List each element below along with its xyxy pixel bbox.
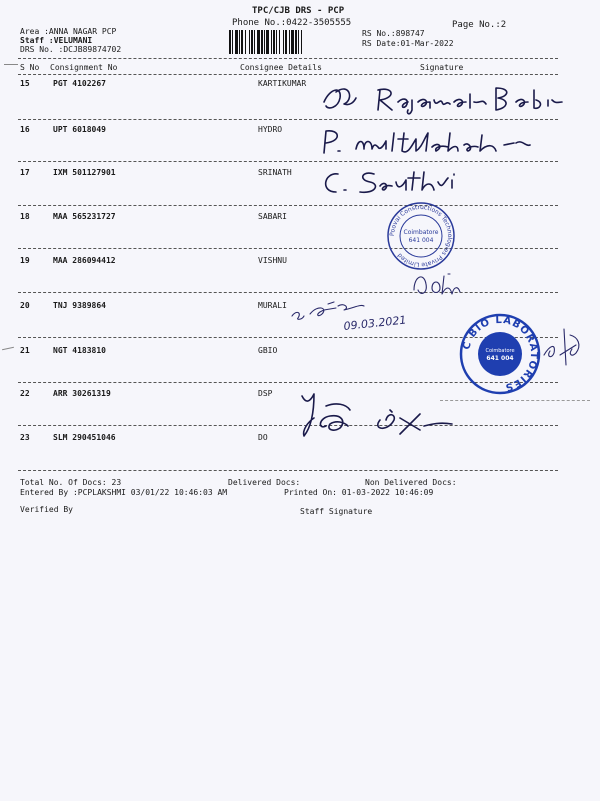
row-consignee: HYDRO [258, 125, 283, 134]
barcode-bar [271, 30, 272, 54]
row-sno: 22 [20, 389, 30, 398]
col-header-consignee: Consignee Details [240, 63, 322, 72]
company-seal [385, 200, 457, 272]
row-consignment: IXM 501127901 [53, 168, 116, 177]
barcode-bar [298, 30, 299, 54]
row-divider [18, 205, 558, 206]
barcode-bar [283, 30, 284, 54]
col-header-consignment: Consignment No [50, 63, 118, 72]
barcode-bar [264, 30, 265, 54]
barcode-bar [301, 30, 302, 54]
barcode-bar [289, 30, 290, 54]
row-consignment: MAA 286094412 [53, 256, 116, 265]
row-consignment: SLM 290451046 [53, 433, 116, 442]
barcode-bar [291, 30, 294, 54]
total-docs: Total No. Of Docs: 23 [20, 478, 122, 487]
margin-mark [4, 64, 18, 65]
stray-mark [440, 400, 590, 401]
staff-label: Staff :VELUMANI [20, 36, 93, 45]
row-sno: 17 [20, 168, 30, 177]
svg-text:C BIO LABORATORIES: C BIO LABORATORIES [461, 314, 540, 393]
document-title: TPC/CJB DRS - PCP [252, 6, 345, 16]
row-sno: 18 [20, 212, 30, 221]
delivered-docs: Delivered Docs: [228, 478, 301, 487]
non-delivered-docs: Non Delivered Docs: [365, 478, 457, 487]
row-divider [18, 119, 558, 120]
row-consignment: TNJ 9389864 [53, 301, 106, 310]
signature-row-17 [318, 166, 468, 198]
barcode-bar [232, 30, 233, 54]
barcode-bar [254, 30, 255, 54]
row-consignee: DSP [258, 389, 273, 398]
svg-text:Coimbatore: Coimbatore [485, 348, 515, 354]
barcode-bar [273, 30, 275, 54]
row-consignee: GBIO [258, 346, 278, 355]
phone-number: Phone No.:0422-3505555 [232, 18, 352, 28]
barcode-bar [285, 30, 287, 54]
row-sno: 15 [20, 79, 30, 88]
row-consignment: UPT 6018049 [53, 125, 106, 134]
rs-date: RS Date:01-Mar-2022 [362, 39, 454, 48]
bio-laboratories-stamp [458, 312, 542, 396]
row-sno: 19 [20, 256, 30, 265]
row-consignment: MAA 565231727 [53, 212, 116, 221]
row-divider [18, 425, 558, 426]
barcode-bar [279, 30, 280, 54]
barcode-bar [295, 30, 297, 54]
barcode-bar [249, 30, 250, 54]
rs-number: RS No.:898747 [362, 29, 425, 38]
barcode-bar [266, 30, 269, 54]
row-divider [18, 161, 558, 162]
header-divider [18, 74, 558, 75]
row-consignment: ARR 30261319 [53, 389, 111, 398]
signature-row-22-23 [300, 390, 470, 440]
printed-on: Printed On: 01-03-2022 10:46:09 [284, 488, 434, 497]
row-divider [18, 470, 558, 471]
row-divider [18, 248, 558, 249]
barcode-bar [245, 30, 246, 54]
svg-text:Poovai Constructions Technolog: Poovai Constructions Technologies Private Limited [388, 203, 454, 269]
svg-text:641 004: 641 004 [408, 237, 434, 244]
barcode-bar [261, 30, 263, 54]
barcode-bar [276, 30, 277, 54]
margin-mark [2, 347, 14, 350]
row-sno: 21 [20, 346, 30, 355]
signature-row-15 [320, 80, 565, 116]
barcode-bar [229, 30, 231, 54]
row-sno: 23 [20, 433, 30, 442]
row-consignee: DO [258, 433, 268, 442]
row-sno: 16 [20, 125, 30, 134]
barcode-bar [251, 30, 253, 54]
row-consignment: NGT 4183810 [53, 346, 106, 355]
staff-signature: Staff Signature [300, 507, 373, 516]
verified-by: Verified By [20, 505, 73, 514]
handwritten-date: 09.03.2021 [342, 313, 407, 333]
barcode-bar [257, 30, 260, 54]
row-consignee: MURALI [258, 301, 287, 310]
signature-row-20 [288, 294, 466, 334]
barcode-bar [239, 30, 240, 54]
col-header-signature: Signature [420, 63, 464, 72]
row-divider [18, 292, 558, 293]
svg-text:Coimbatore: Coimbatore [403, 229, 439, 236]
drs-number: DRS No. :DCJB89874702 [20, 45, 122, 54]
entered-by: Entered By :PCPLAKSHMI 03/01/22 10:46:03 AM [20, 488, 228, 497]
barcode-bar [241, 30, 243, 54]
barcode-bar [235, 30, 238, 54]
header-divider [18, 58, 558, 59]
row-consignee: SABARI [258, 212, 287, 221]
col-header-sno: S No [20, 63, 40, 72]
row-consignee: SRINATH [258, 168, 292, 177]
row-consignment: PGT 4102267 [53, 79, 106, 88]
row-consignee: VISHNU [258, 256, 287, 265]
page-number: Page No.:2 [452, 20, 507, 30]
svg-text:641 004: 641 004 [486, 355, 514, 362]
barcode [228, 30, 352, 54]
row-consignee: KARTIKUMAR [258, 79, 307, 88]
signature-row-16 [318, 125, 538, 157]
area-label: Area :ANNA NAGAR PCP [20, 27, 117, 36]
row-sno: 20 [20, 301, 30, 310]
initials-row-21 [540, 325, 590, 365]
